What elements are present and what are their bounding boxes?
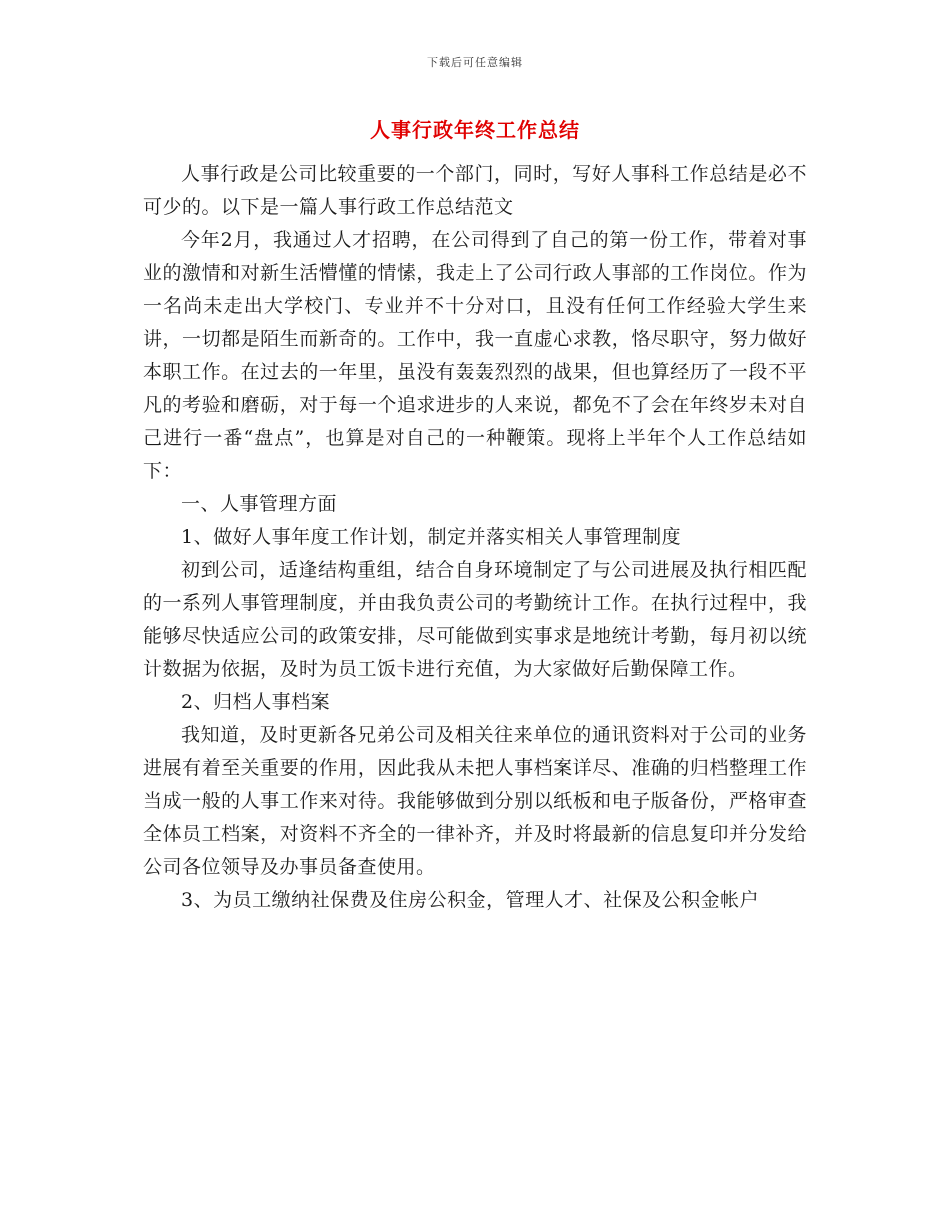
paragraph-background: 今年2月，我通过人才招聘，在公司得到了自己的第一份工作，带着对事业的激情和对新生活懵懂的情愫，我走上了公司行政人事部的工作岗位。作为一名尚未走出大学校门、专业并不十分对口，且没有任何工作经验大学生来讲，一切都是陌生而新奇的。工作中，我一直虚心求教，恪尽职守，努力做好本职工作。在过去的一年里，虽没有轰轰烈烈的战果，但也算经历了一段不平凡的考验和磨砺，对于每一个追求进步的人来说，都免不了会在年终岁未对自己进行一番“盘点”，也算是对自己的一种鞭策。现将上半年个人工作总结如下：: [143, 229, 807, 482]
subheading-annual-plan: 1、做好人事年度工作计划，制定并落实相关人事管理制度: [181, 526, 682, 548]
subheading-social-security: 3、为员工缴纳社保费及住房公积金，管理人才、社保及公积金帐户: [181, 889, 760, 911]
subheading-archives: 2、归档人事档案: [181, 691, 331, 713]
section-heading-hr-management: 一、人事管理方面: [181, 493, 338, 515]
page-header-note: 下载后可任意编辑: [427, 56, 523, 69]
paragraph-archives: 我知道，及时更新各兄弟公司及相关往来单位的通讯资料对于公司的业务进展有着至关重要的作用，因此我从未把人事档案详尽、准确的归档整理工作当成一般的人事工作来对待。我能够做到分别以纸板和电子版备份，严格审查全体员工档案，对资料不齐全的一律补齐，并及时将最新的信息复印并分发给公司各位领导及办事员备查使用。: [143, 724, 807, 878]
document-title: 人事行政年终工作总结: [370, 118, 580, 142]
document-body: [143, 158, 807, 917]
paragraph-intro: 人事行政是公司比较重要的一个部门，同时，写好人事科工作总结是必不可少的。以下是一篇人事行政工作总结范文: [143, 163, 807, 218]
paragraph-annual-plan: 初到公司，适逢结构重组，结合自身环境制定了与公司进展及执行相匹配的一系列人事管理制度，并由我负责公司的考勤统计工作。在执行过程中，我能够尽快适应公司的政策安排，尽可能做到实事求是地统计考勤，每月初以统计数据为依据，及时为员工饭卡进行充值，为大家做好后勤保障工作。: [143, 559, 807, 680]
